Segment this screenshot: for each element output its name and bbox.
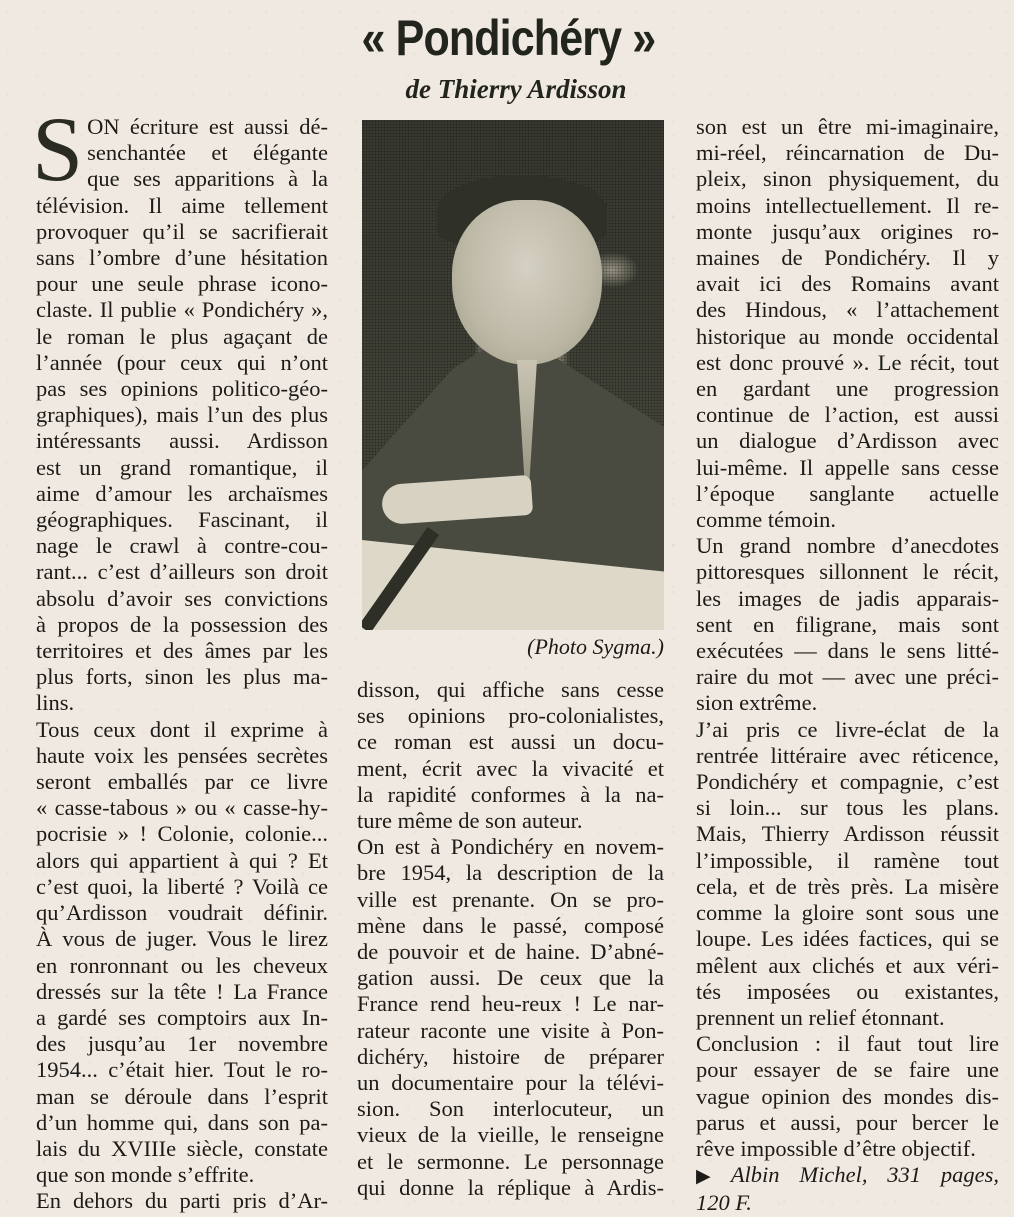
article-text-line: Conclusion : il faut tout lire bbox=[696, 1031, 999, 1057]
article-text-line: lins. bbox=[36, 690, 75, 716]
arrow-right-icon: ▶ bbox=[696, 1166, 725, 1188]
article-text-line: nage le crawl à contre-cou- bbox=[36, 533, 328, 559]
article-text-line: tés imposées ou existantes, bbox=[696, 978, 999, 1004]
article-text-line: est donc prouvé ». Le récit, tout bbox=[696, 349, 999, 375]
article-text-line: d’un homme qui, dans son pa- bbox=[36, 1109, 328, 1135]
article-text-line: historique au monde occidental bbox=[696, 323, 999, 349]
article-byline: de Thierry Ardisson bbox=[405, 74, 627, 104]
article-text-line: alors qui appartient à qui ? Et bbox=[36, 847, 328, 873]
article-text-line: sion. Son interlocuteur, un bbox=[357, 1096, 664, 1122]
article-text-line: prennent un relief étonnant. bbox=[696, 1004, 945, 1030]
article-text-line: dressés sur la tête ! La France bbox=[36, 978, 328, 1004]
publication-info-line-2: 120 F. bbox=[696, 1190, 752, 1216]
article-text-line: senchantée et élégante bbox=[87, 140, 328, 166]
article-text-line: l’impossible, il ramène tout bbox=[696, 847, 999, 873]
photo-caption: (Photo Sygma.) bbox=[527, 634, 664, 659]
article-text-line: de pouvoir et de haine. D’abné- bbox=[357, 939, 664, 965]
article-text-line: ON écriture est aussi dé- bbox=[87, 114, 328, 139]
article-title: « Pondichéry » bbox=[361, 10, 656, 66]
article-text-line: en gardant une progression bbox=[696, 376, 999, 402]
article-text-line: c’est quoi, la liberté ? Voilà ce bbox=[36, 873, 328, 899]
article-text-line: graphiques), mais l’un des plus bbox=[36, 402, 328, 428]
article-text-line: mêlent aux clichés et aux véri- bbox=[696, 952, 999, 978]
article-text-line: Un grand nombre d’anecdotes bbox=[696, 533, 999, 559]
article-text-line: l’année (pour ceux qui n’ont bbox=[36, 349, 328, 375]
article-text-line: qu’Ardisson voudrait définir. bbox=[36, 900, 328, 926]
article-text-line: ses opinions pro-colonialistes, bbox=[357, 703, 664, 729]
article-text-line: ment, écrit avec la vivacité et bbox=[357, 755, 664, 781]
article-text-line: rateur raconte une visite à Pon- bbox=[357, 1017, 664, 1043]
article-text-line: cela, et de très près. La misère bbox=[696, 873, 999, 899]
article-text-line: exécutées — dans le sens litté- bbox=[696, 638, 999, 664]
article-text-line: des Hindous, « l’attachement bbox=[696, 297, 999, 323]
article-text-line: raire du mot — avec une préci- bbox=[696, 664, 999, 690]
article-text-line: en ronronnant ou les cheveux bbox=[36, 952, 328, 978]
article-text-line: parus et aussi, pour bercer le bbox=[696, 1109, 999, 1135]
article-text-line: moins intellectuellement. Il re- bbox=[696, 192, 999, 218]
article-text-line: qui donne la réplique à Ardis- bbox=[357, 1174, 664, 1200]
publisher-pages: Albin Michel, 331 pages, bbox=[730, 1162, 999, 1188]
article-text-line: ture même de son auteur. bbox=[357, 808, 583, 834]
article-text-line: ce roman est aussi un docu- bbox=[357, 729, 664, 755]
article-text-line: à propos de la possession des bbox=[36, 611, 328, 637]
article-text-line: vieux de la vieille, le renseigne bbox=[357, 1122, 664, 1148]
article-column-2 bbox=[357, 677, 664, 1201]
article-text-line: lais du XVIIIe siècle, constate bbox=[36, 1135, 328, 1161]
publication-info bbox=[696, 1162, 999, 1216]
article-text-line: que ses apparitions à la bbox=[87, 166, 328, 192]
article-text-line: seront emballés par ce livre bbox=[36, 769, 328, 795]
article-text-line: ville est prenante. On se pro- bbox=[357, 886, 664, 912]
article-text-line: maines de Pondichéry. Il y bbox=[696, 245, 999, 271]
article-text-line: avait ici des Romains avant bbox=[696, 271, 999, 297]
article-text-line: aime d’amour les archaïsmes bbox=[36, 480, 328, 506]
article-text-line: On est à Pondichéry en novem- bbox=[357, 834, 664, 860]
article-text-line: pour une seule phrase icono- bbox=[36, 271, 328, 297]
article-text-line: disson, qui affiche sans cesse bbox=[357, 677, 664, 702]
article-text-line: un dialogue d’Ardisson avec bbox=[696, 428, 999, 454]
article-text-line: plus forts, sinon les plus ma- bbox=[36, 664, 328, 690]
article-text-line: est un grand romantique, il bbox=[36, 454, 328, 480]
article-text-line: la rapidité conformes à la na- bbox=[357, 781, 664, 807]
article-text-line: télévision. Il aime tellement bbox=[36, 192, 328, 218]
article-text-line: sion extrême. bbox=[696, 690, 818, 716]
article-text-line: pour essayer de se faire une bbox=[696, 1057, 999, 1083]
article-text-line: pas ses opinions politico-géo- bbox=[36, 376, 328, 402]
article-text-line: a gardé ses comptoirs aux In- bbox=[36, 1004, 328, 1030]
article-text-line: comme témoin. bbox=[696, 507, 836, 533]
article-text-line: claste. Il publie « Pondichéry », bbox=[36, 297, 328, 323]
article-text-line: un documentaire pour la télévi- bbox=[357, 1070, 664, 1096]
article-text-line: rentrée littéraire avec réticence, bbox=[696, 742, 999, 768]
article-text-line: vague opinion des mondes dis- bbox=[696, 1083, 999, 1109]
article-text-line: loupe. Les idées factices, qui se bbox=[696, 926, 999, 952]
article-text-line: 1954... c’était hier. Tout le ro- bbox=[36, 1057, 328, 1083]
article-text-line: les images de jadis apparais- bbox=[696, 585, 999, 611]
drop-cap: S bbox=[32, 98, 84, 200]
article-text-line: sans l’ombre d’une hésitation bbox=[36, 245, 328, 271]
author-photo bbox=[362, 120, 664, 630]
article-text-line: « casse-tabous » ou « casse-hy- bbox=[36, 795, 328, 821]
article-text-line: des jusqu’au 1er novembre bbox=[36, 1031, 328, 1057]
article-text-line: territoires et des âmes par les bbox=[36, 638, 328, 664]
article-text-line: Tous ceux dont il exprime à bbox=[36, 716, 328, 742]
article-text-line: comme la gloire sont sous une bbox=[696, 900, 999, 926]
article-text-line: que son monde s’effrite. bbox=[36, 1162, 255, 1188]
article-text-line: pocrisie » ! Colonie, colonie... bbox=[36, 821, 328, 847]
article-text-line: lui-même. Il appelle sans cesse bbox=[696, 454, 999, 480]
article-text-line: intéressants aussi. Ardisson bbox=[36, 428, 328, 454]
article-text-line: monte jusqu’aux origines ro- bbox=[696, 218, 999, 244]
article-text-line: son est un être mi-imaginaire, bbox=[696, 114, 999, 139]
article-text-line: Mais, Thierry Ardisson réussit bbox=[696, 821, 999, 847]
article-text-line: À vous de juger. Vous le lirez bbox=[36, 926, 328, 952]
article-text-line: sent en filigrane, mais sont bbox=[696, 611, 999, 637]
article-text-line: pittoresques sillonnent le récit, bbox=[696, 559, 999, 585]
article-text-line: l’époque sanglante actuelle bbox=[696, 480, 999, 506]
article-text-line: haute voix les pensées secrètes bbox=[36, 742, 328, 768]
article-text-line: Pondichéry et compagnie, c’est bbox=[696, 769, 999, 795]
article-text-line: dichéry, histoire de préparer bbox=[357, 1043, 664, 1069]
article-text-line: absolu d’avoir ses convictions bbox=[36, 585, 328, 611]
article-text-line: man se déroule dans l’esprit bbox=[36, 1083, 328, 1109]
article-text-line: mi-réel, réincarnation de Du- bbox=[696, 140, 999, 166]
article-text-line: rant... c’est d’ailleurs son droit bbox=[36, 559, 328, 585]
article-text-line: bre 1954, la description de la bbox=[357, 860, 664, 886]
article-text-line: J’ai pris ce livre-éclat de la bbox=[696, 716, 999, 742]
article-text-line: géographiques. Fascinant, il bbox=[36, 507, 328, 533]
article-text-line: pleix, sinon physiquement, du bbox=[696, 166, 999, 192]
article-text-line: continue de l’action, est aussi bbox=[696, 402, 999, 428]
article-text-line: gation aussi. De ceux que la bbox=[357, 965, 664, 991]
publication-info-line-1 bbox=[696, 1162, 999, 1190]
article-text-line: le roman le plus agaçant de bbox=[36, 323, 328, 349]
article-text-line: et le sermonne. Le personnage bbox=[357, 1148, 664, 1174]
article-column-3 bbox=[696, 114, 999, 1217]
article-text-line: En dehors du parti pris d’Ar- bbox=[36, 1188, 328, 1214]
article-text-line: France rend heu-reux ! Le nar- bbox=[357, 991, 664, 1017]
photo-face-shape bbox=[452, 200, 602, 365]
article-text-line: mène dans le passé, composé bbox=[357, 912, 664, 938]
article-text-line: provoquer qu’il se sacrifierait bbox=[36, 218, 328, 244]
article-column-1 bbox=[32, 98, 328, 1215]
article-text-line: si loin... sur tous les plans. bbox=[696, 795, 999, 821]
article-text-line: rêve impossible d’être objectif. bbox=[696, 1135, 976, 1161]
